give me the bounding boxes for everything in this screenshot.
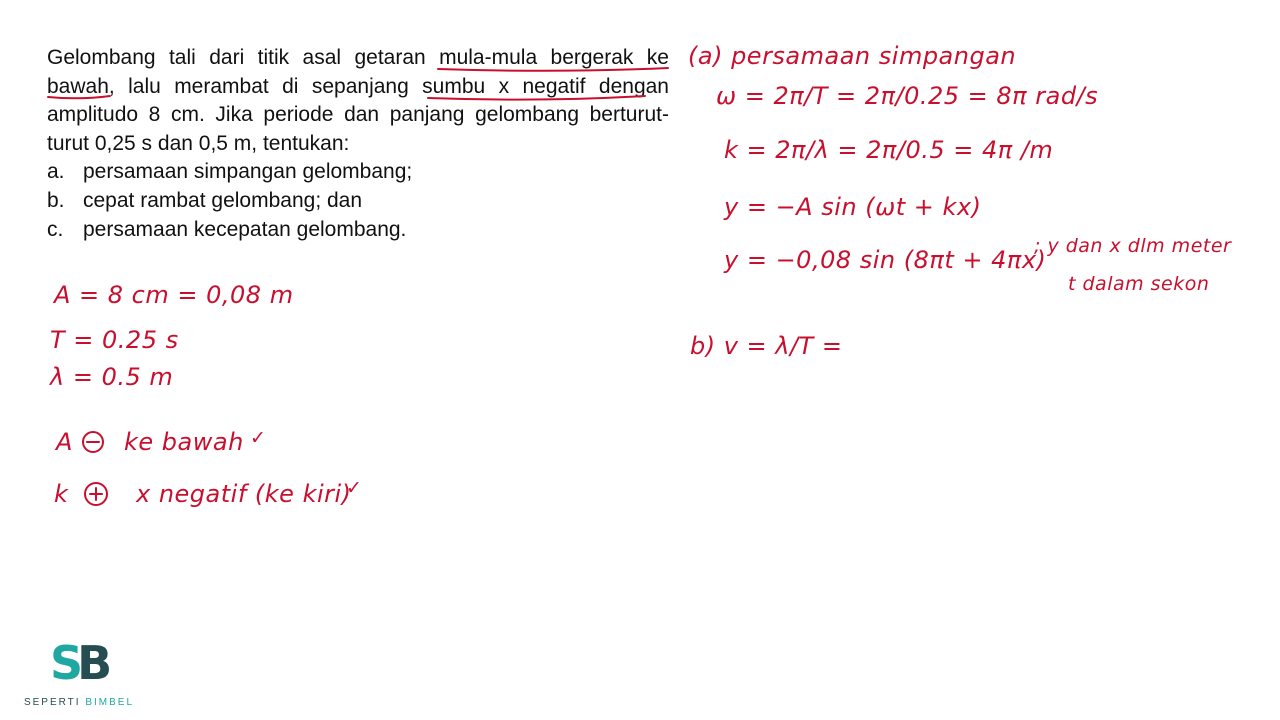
option-c-text: persamaan kecepatan gelombang. [83,217,407,241]
unit-note-line-2: t dalam sekon [1068,273,1210,295]
general-wave-equation: y = −A sin (ωt + kx) [724,193,982,221]
option-b [47,187,669,216]
problem-line-4: turut 0,25 s dan 0,5 m, tentukan: [47,131,350,155]
option-b-letter: b. [47,188,65,212]
option-a-text: persamaan simpangan gelombang; [83,160,413,184]
direction-k-tail: x negatif (ke kiri) [136,480,352,508]
given-wavelength: λ = 0.5 m [50,363,174,391]
direction-a-tail: ke bawah [124,428,244,456]
minus-circle-icon [83,432,103,452]
check-mark-2: ✓ [346,477,363,499]
logo-word-bimbel: BIMBEL [85,697,135,708]
logo-wordmark [14,697,144,708]
given-amplitude: A = 8 cm = 0,08 m [54,281,294,309]
seperti-bimbel-logo [14,636,144,716]
problem-statement [47,44,669,244]
option-c-letter: c. [47,217,64,241]
logo-mark-b: B [77,636,107,690]
omega-equation: ω = 2π/T = 2π/0.25 = 8π rad/s [716,82,1099,110]
option-a [47,158,669,187]
logo-mark-s: S [50,636,78,690]
option-c [47,216,669,245]
problem-line-1: Gelombang tali dari titik asal getaran mula-mula bergerak ke [47,46,669,69]
direction-a-letter: A [56,428,73,456]
logo-mark [50,638,106,688]
logo-word-seperti: SEPERTI [23,697,81,708]
part-a-heading: (a) persamaan simpangan [688,42,1017,70]
plus-circle-icon [85,483,107,505]
option-b-text: cepat rambat gelombang; dan [83,188,363,212]
option-a-letter: a. [47,160,65,184]
specific-wave-equation: y = −0,08 sin (8πt + 4πx) [724,246,1047,274]
given-period: T = 0.25 s [50,326,179,354]
problem-line-2: bawah, lalu merambat di sepanjang sumbu x negatif dengan [47,74,669,98]
problem-line-3: amplitudo 8 cm. Jika periode dan panjang gelombang berturut- [47,103,669,127]
part-b-velocity: b) v = λ/T = [690,332,843,360]
k-equation: k = 2π/λ = 2π/0.5 = 4π /m [724,136,1054,164]
check-mark-1: ✓ [250,427,267,449]
direction-k-letter: k [54,480,69,508]
unit-note-line-1: ; y dan x dlm meter [1034,235,1232,257]
